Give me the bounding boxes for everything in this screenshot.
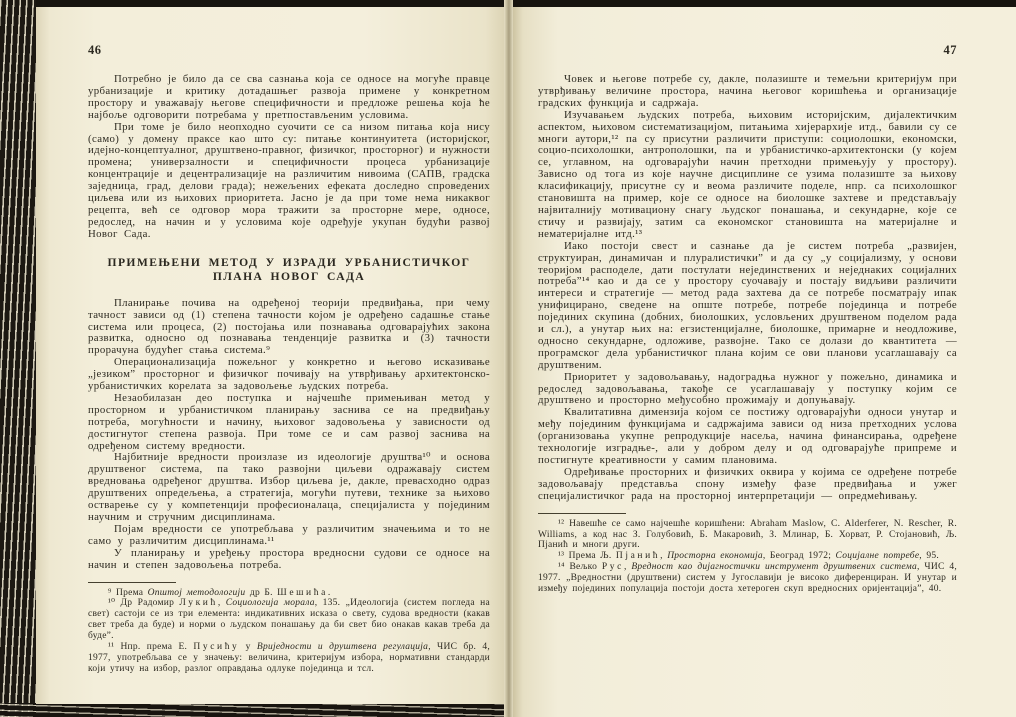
footnote-divider (538, 513, 626, 514)
body-paragraph: У планирању и уређењу простора вредносни судови се односе на начин и степен задовољења потреба. (88, 546, 490, 571)
footnote-title: Социјалне потребе (835, 551, 920, 562)
right-page (513, 7, 1016, 717)
footnote-title: Вредност као дијагностички инструмент друштвених система (631, 562, 917, 573)
footnote-text: , 95. (919, 551, 939, 562)
footnote-text: , Београд 1972; (762, 551, 836, 562)
section-heading-line1: ПРИМЕЊЕНИ МЕТОД У ИЗРАДИ УРБАНИСТИЧКОГ (107, 255, 471, 269)
footnote-12 (538, 519, 957, 552)
section-heading-line2: ПЛАНА НОВОГ САДА (212, 270, 366, 284)
body-paragraph: При томе је било неопходно суочити се са низом питања која нису (само) у домену праксе као што су: питање континуитета (историјског, идејно-концептуалног, друштвено-правног, физичког, просторног) и нужности промена; универзалности и специфичности процеса урбанизације концентрације и децентрализације на различитим нивоима (САПВ, градска заједница, град, делови града); нежељених ефеката доследно спроведених циљева или из њихових приоритета. Јасно је да при томе нема никаквог рецепта, већ се одговор мора тражити за просторне мере, односе, редослед, на начин и у условима које одређује укупан будући развој Новог Сада. (88, 120, 490, 240)
footnote-text: . (327, 587, 331, 598)
footnote-title: Просторна економија (667, 551, 763, 562)
footnote-text: ¹⁰ Др Радомир (108, 598, 180, 609)
left-page (36, 7, 504, 704)
footnote-text: , (660, 551, 668, 562)
footnote-13 (538, 551, 957, 562)
book-gutter-shadow (504, 0, 513, 717)
footnote-text: у (239, 642, 257, 653)
body-paragraph: Незаобилазан део поступка и најчешће примењиван метод у просторном и урбанистичком планирању заснива се на предвиђању потреба, могућности и начину, њиховог задовољења у зависности од достигнутог степена развоја. При томе се и сам развој заснива на одређеном систему вредности. (88, 391, 490, 452)
body-paragraph: Појам вредности се употребљава у различитим значењима и то не само у различитим дисциплинама.¹¹ (88, 522, 490, 547)
body-paragraph: Квалитативна димензија којом се постижу одговарајући односи унутар и међу појединим функцијама и садржајима зависи од низа претходних услова (организовања укупне репродукције насеља, начина финансирања, одређене технологије изградње-, али у добром делу и од одговарајуће припреме и постигнуте креативности у самим плановима. (538, 406, 957, 466)
body-paragraph: Човек и његове потребе су, дакле, полазиште и темељни критеријум при утврђивању величине простора, начина његовог коришћења и организације градских функција и садржаја. (538, 73, 957, 109)
footnote-text: , (623, 562, 632, 573)
footnote-title: Социологија морала (225, 598, 315, 609)
footnote-title: Вриједности и друштвена регулација (256, 642, 429, 653)
footnotes-right (538, 513, 957, 595)
body-paragraph: Одређивање просторних и физичких оквира у којима се одређене потребе задовољавају представља спону између фазе предвиђања и ужег специјалистичког рада на просторној интерпретацији — опредмећивању. (538, 465, 957, 502)
body-paragraph: Иако постоји свест и сазнање да је систем потреба „развијен, структуиран, динамичан и плуралистички” и да су „у социјализму, у основи теоријом расподеле, дати постулати нејединствених и неједнаких социјалних потреба”¹⁴ као и да се у простору суочавају и постају видљиви различити интереси и стратегије — метод рада захтева да се потребе посматрају ипак унифицирано, сведене на опште потребе, потребе појединца и потребе појединих скупина (добних, биолошких, условљених друштвеном поделом рада и сл.), а унутар њих на: егзистенцијалне, биолошке, примарне и неодложиве, односно секундарне, одложиве, развојне. Тако се долази до квантитета — програмског дела урбанистичког плана којим се ови планови усаглашавају са друштвеним. (538, 239, 957, 371)
footnote-text: ¹⁴ Вељко (558, 562, 602, 573)
body-paragraph: Операционализација пожељног у конкретно и његово исказивање „језиком” просторног и физичког почивају на утврђивању архитектонско-урбанистичких корелата за задовољење људских потреба. (88, 356, 490, 393)
body-paragraph: Планирање почива на одређеној теорији предвиђања, при чему тачност зависи од (1) степена тачности којом је одређено садашње стање система или процеса, (2) постојања или познавања одговарајућих закона развитка, односно од познавања тенденције развитка и (3) тачности прорачуна будућег стања система.⁹ (88, 296, 490, 357)
body-paragraph: Најбитније вредности произлазе из идеологије друштва¹⁰ и основа друштвеног система, па тако развојни циљеви одражавају систем вредновања одређеног друштва. Избор циљева је, дакле, превасходно одраз друштвених опредељења, а стратегија, могући путеви, технике за њихово остварење су у компетенцији професионалаца, специјалиста у појединим научним и стручним дисциплинама. (88, 451, 490, 523)
body-paragraph: Потребно је било да се сва сазнања која се односе на могуће правце урбанизације и критику дотадашњег развоја примене у конкретном простору и уважавају његове специфичности и предложе решења која ће најбоље одговорити потребама у претпостављеним условима. (88, 73, 490, 121)
body-paragraph: Приоритет у задовољавању, надоградња нужног у пожељно, динамика и редослед задовољавања, такође се усаглашавају у поступку којим се друштвено и просторно међусобно прожимају и допуњавају. (538, 370, 957, 407)
footnote-text: , ЧИС бр. 4, 1977, употребљава се у значењу: величина, критеријум избора, нормативни стандарди који утичу на избор, разлог оправдања одлуке појединца и тсл. (88, 642, 491, 674)
page-edge-stack-bottom (0, 703, 512, 717)
footnote-author: Пјанић (615, 551, 661, 562)
footnote-9 (88, 588, 490, 599)
footnote-text: , (217, 598, 226, 609)
footnote-author: Лукић (179, 598, 218, 609)
footnote-author: Рус (601, 562, 624, 573)
footnotes-left (88, 582, 490, 675)
page-number-left: 46 (88, 43, 102, 57)
footnote-title: Општој методологији (147, 587, 246, 598)
footnote-author: Шешића (277, 587, 328, 598)
page-number-right: 47 (943, 43, 957, 57)
footnote-text: , 135. „Идеологија (систем погледа на свет) састоји се из три елемента: индикативних исказа о свету, судова вредности (какав свет треба да буде) и норми о људском понашању да би свет био онакав какав треба да буде”. (88, 598, 490, 642)
footnote-text: ¹³ Према Љ. (558, 551, 616, 562)
body-paragraph: Изучавањем људских потреба, њиховим историјским, дијалектичким аспектом, њиховом систематизацијом, питањима хијерархије итд., бавили су се многи аутори,¹² па су присутни различити приступи: социолошки, економски, социо-психолошки, антрополошки, па и урбанистичко-архитектонски (у којем се, углавном, на одговарајући начин претходни примењују у простору). Зависно од тога из које научне дисциплине се узима полазиште за њихову класификацију, присутне су и веома различите поделе, нпр. са психолошког становишта на пример, које се односе на биолошке захтеве и представљају највиталнију мотивациону снагу људског понашања, и секундарне, које се стичу и развијају, затим са економског становишта на материјалне и нематеријалне итд.¹³ (538, 108, 957, 240)
footnote-text: др Б. (245, 587, 278, 598)
footnote-11 (88, 642, 490, 675)
footnote-author: Пусићу (193, 642, 240, 653)
section-heading (88, 256, 490, 285)
footnote-text: ¹¹ Нпр. према Е. (108, 642, 194, 653)
footnote-divider (88, 582, 176, 583)
footnote-14 (538, 562, 957, 595)
footnote-text: ⁹ Према (108, 587, 148, 598)
footnote-text: ¹² Навешће се само најчешће коришћени: Abraham Maslow, C. Alderferer, N. Rescher, R. Williams, а код нас З. Голубовић, Б. Макаровић, З. Млинар, Б. Хорват, Р. Стојановић, Љ. Пјанић и многи други. (538, 518, 957, 551)
page-edge-stack-left (0, 0, 36, 717)
footnote-text: , ЧИС 4, 1977. „Вредностни (друштвени) систем у Југославији је високо диференциран. И унутар и између појединих популација постоји доста хетероген скуп вредносних оријентација”, 40. (538, 562, 957, 595)
footnote-10 (88, 598, 490, 642)
